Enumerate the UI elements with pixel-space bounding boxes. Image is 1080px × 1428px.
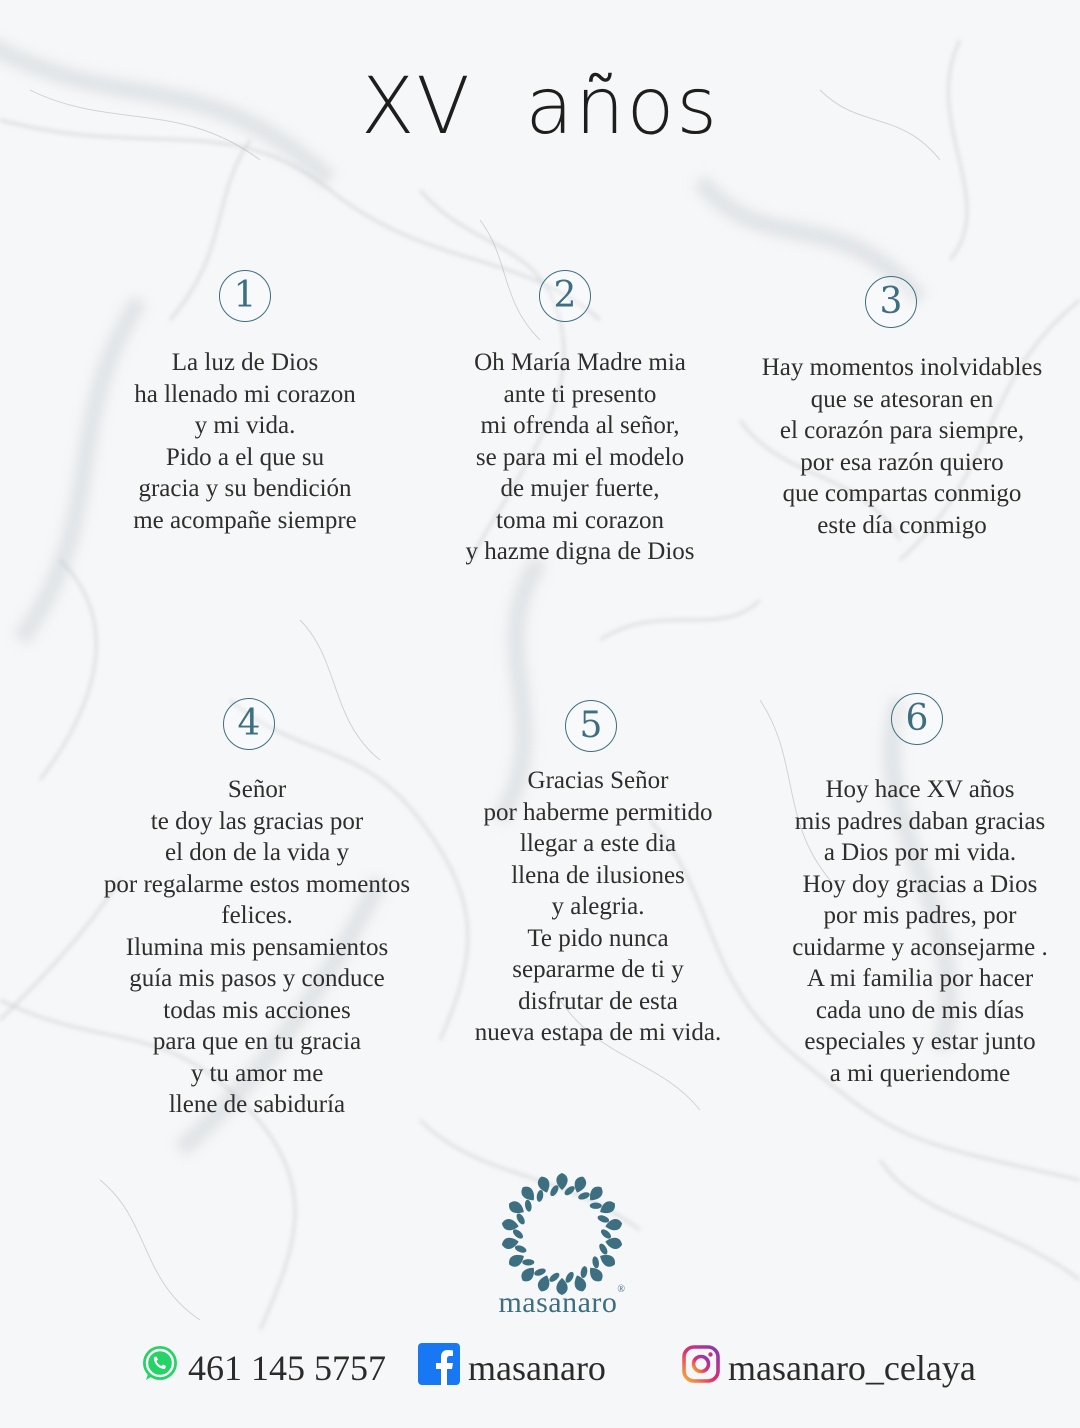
whatsapp-contact[interactable] bbox=[140, 1340, 386, 1396]
prayer-1 bbox=[65, 347, 425, 536]
wreath-leaf bbox=[592, 1256, 600, 1269]
facebook-icon bbox=[418, 1343, 460, 1394]
wreath-leaf bbox=[597, 1214, 610, 1224]
prayer-line: nueva estapa de mi vida. bbox=[474, 1019, 722, 1046]
prayer-line: por regalarme estos momentos bbox=[103, 870, 411, 898]
wreath-leaf bbox=[599, 1228, 612, 1241]
prayer-line: para que en tu gracia bbox=[152, 1028, 362, 1055]
prayer-line: Oh María Madre mia bbox=[474, 349, 686, 376]
prayer-number-6: 6 bbox=[891, 693, 943, 745]
prayer-line: Gracias Señor bbox=[527, 767, 669, 794]
prayer-line: y hazme digna de Dios bbox=[465, 538, 695, 565]
prayer-line: y tu amor me bbox=[190, 1059, 324, 1087]
wreath-leaf bbox=[511, 1228, 524, 1241]
page-title: XV años bbox=[361, 62, 719, 152]
facebook-handle: masanaro bbox=[468, 1348, 606, 1388]
prayer-line: se para mi el modelo bbox=[475, 443, 685, 471]
prayer-4 bbox=[77, 774, 437, 1121]
prayer-number-1: 1 bbox=[219, 270, 271, 322]
prayer-line: Ilumina mis pensamientos bbox=[125, 933, 389, 961]
wreath-leaf bbox=[514, 1244, 527, 1254]
prayer-3 bbox=[722, 352, 1080, 541]
wreath-leaf bbox=[524, 1199, 532, 1212]
wreath-leaf bbox=[577, 1191, 590, 1201]
prayer-line: el corazón para siempre, bbox=[779, 417, 1025, 444]
prayer-line: llegar a este dia bbox=[519, 830, 677, 857]
prayer-line: llene de sabiduría bbox=[168, 1091, 346, 1118]
prayer-line: Pido a el que su bbox=[165, 443, 325, 471]
brand-name-text: masanaro bbox=[498, 1286, 618, 1319]
prayer-line: y mi vida. bbox=[194, 412, 296, 439]
prayer-5 bbox=[418, 765, 778, 1049]
wreath-leaf bbox=[590, 1203, 602, 1209]
prayer-line: Hay momentos inolvidables bbox=[761, 354, 1043, 381]
prayer-line: me acompañe siempre bbox=[133, 506, 357, 534]
prayer-line: por mis padres, por bbox=[823, 902, 1017, 929]
instagram-handle: masanaro_celaya bbox=[728, 1348, 976, 1388]
prayer-number-5: 5 bbox=[565, 700, 617, 752]
registered-mark: ® bbox=[617, 1284, 626, 1295]
wreath-leaf bbox=[597, 1199, 617, 1217]
brand-name bbox=[0, 1286, 1080, 1320]
prayer-line: felices. bbox=[221, 902, 293, 929]
instagram-icon bbox=[682, 1345, 720, 1392]
wreath-leaf bbox=[572, 1175, 588, 1195]
prayer-line: llena de ilusiones bbox=[511, 861, 685, 889]
prayer-line: de mujer fuerte, bbox=[500, 475, 660, 502]
prayer-6 bbox=[740, 774, 1080, 1089]
prayer-line: por haberme permitido bbox=[483, 798, 713, 826]
prayer-line: Señor bbox=[227, 776, 287, 803]
prayer-line: La luz de Dios bbox=[171, 349, 319, 376]
prayer-line: que compartas conmigo bbox=[782, 480, 1022, 507]
prayer-2 bbox=[400, 347, 760, 568]
prayer-line: este día conmigo bbox=[817, 511, 987, 539]
prayer-line: cada uno de mis días bbox=[815, 996, 1025, 1024]
prayer-line: mis padres daban gracias bbox=[794, 807, 1046, 835]
prayer-line: el don de la vida y bbox=[165, 839, 349, 866]
whatsapp-icon bbox=[140, 1344, 180, 1393]
whatsapp-number: 461 145 5757 bbox=[188, 1348, 386, 1388]
prayer-line: por esa razón quiero bbox=[800, 448, 1004, 476]
prayer-line: ante ti presento bbox=[503, 380, 657, 408]
prayer-line: separarme de ti y bbox=[512, 956, 684, 983]
prayer-line: toma mi corazon bbox=[496, 506, 664, 534]
prayer-line: disfrutar de esta bbox=[518, 987, 678, 1015]
wreath-leaf bbox=[506, 1251, 526, 1269]
prayer-line: gracia y su bendición bbox=[138, 475, 352, 502]
prayer-line: a mi queriendome bbox=[829, 1059, 1011, 1087]
prayer-number-2: 2 bbox=[539, 270, 591, 322]
prayer-line: te doy las gracias por bbox=[150, 807, 364, 835]
prayer-line: que se atesoran en bbox=[810, 385, 994, 413]
instagram-contact[interactable] bbox=[682, 1340, 976, 1396]
prayer-number-4: 4 bbox=[223, 698, 275, 750]
prayer-line: Hoy hace XV años bbox=[825, 776, 1015, 803]
prayer-line: y alegria. bbox=[551, 893, 645, 920]
prayer-line: mi ofrenda al señor, bbox=[480, 412, 680, 439]
prayer-line: Hoy doy gracias a Dios bbox=[802, 870, 1038, 898]
wreath-leaf bbox=[536, 1189, 544, 1202]
prayer-line: todas mis acciones bbox=[163, 996, 351, 1024]
wreath-leaf bbox=[533, 1267, 546, 1277]
prayer-line: Te pido nunca bbox=[527, 924, 669, 952]
prayer-line: A mi familia por hacer bbox=[806, 965, 1034, 992]
prayer-line: especiales y estar junto bbox=[804, 1028, 1036, 1055]
wreath-leaf bbox=[597, 1251, 617, 1269]
masanaro-wreath-logo bbox=[500, 1172, 624, 1296]
prayer-line: ha llenado mi corazon bbox=[134, 380, 356, 408]
wreath-leaf bbox=[580, 1266, 588, 1279]
wreath-leaf bbox=[506, 1199, 526, 1217]
prayer-line: a Dios por mi vida. bbox=[823, 839, 1017, 866]
prayer-line: guía mis pasos y conduce bbox=[129, 965, 385, 992]
wreath-leaf bbox=[522, 1259, 534, 1265]
facebook-contact[interactable] bbox=[418, 1340, 606, 1396]
prayer-line: cuidarme y aconsejarme . bbox=[792, 933, 1048, 961]
prayer-number-3: 3 bbox=[865, 276, 917, 328]
